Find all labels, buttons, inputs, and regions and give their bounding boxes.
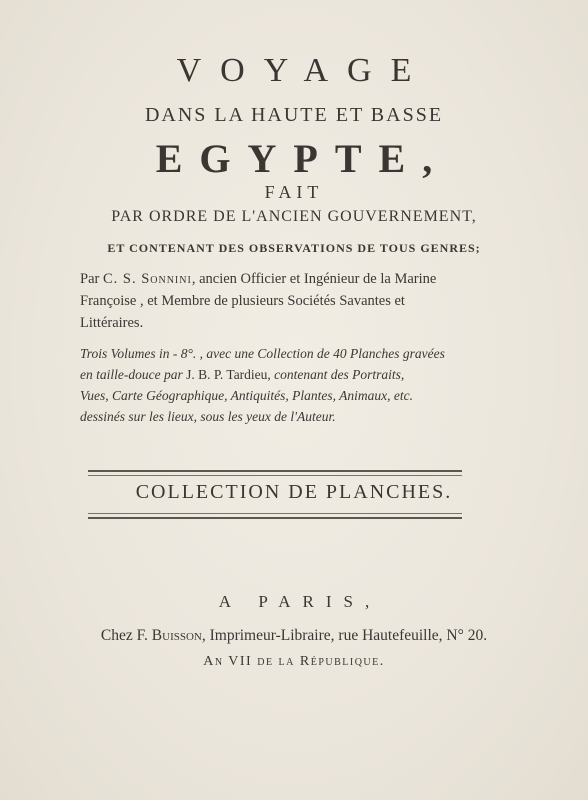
volumes-line-1: Trois Volumes in - 8°. , avec une Collection de 40 Planches gravées (80, 346, 445, 361)
subtitle-line: DANS LA HAUTE ET BASSE (144, 104, 444, 126)
publisher-address: , Imprimeur-Libraire, rue Hautefeuille, N° 20. (201, 627, 488, 644)
top-double-rule (88, 470, 462, 476)
author-line-2: Françoise , et Membre de plusieurs Sociétés Savantes et (80, 293, 405, 309)
bottom-double-rule (88, 513, 462, 519)
author-name: C. S. Sonnini (102, 271, 192, 287)
publisher-prefix: Chez F. (100, 627, 148, 644)
imprint-city: A PARIS, (218, 592, 382, 611)
author-prefix: Par (80, 271, 100, 287)
author-line-1 (80, 268, 510, 290)
publisher-name: Buisson (151, 627, 202, 644)
ordre-line: PAR ORDRE DE L'ANCIEN GOUVERNEMENT, (111, 208, 477, 225)
author-line-3: Littéraires. (80, 315, 144, 331)
collection-heading: COLLECTION DE PLANCHES. (135, 481, 453, 503)
volumes-line-4: dessinés sur les lieux, sous les yeux de l'Auteur. (80, 409, 336, 424)
contenant-line: ET CONTENANT DES OBSERVATIONS DE TOUS GENRES; (107, 241, 481, 255)
author-paragraph (80, 268, 510, 334)
volumes-line2-c: contenant des Portraits, (274, 367, 405, 382)
imprint-year: An VII de la République. (203, 654, 385, 669)
fait-line: FAIT (264, 182, 324, 202)
volumes-paragraph (80, 343, 510, 427)
volumes-line-2 (80, 364, 510, 385)
secondary-title: EGYPTE, (155, 136, 450, 181)
volumes-line-3: Vues, Carte Géographique, Antiquités, Plantes, Animaux, etc. (80, 388, 413, 403)
main-title: VOYAGE (176, 52, 431, 89)
volumes-line2-a: en taille-douce par (80, 367, 183, 382)
imprint-publisher (0, 627, 588, 645)
author-line1-rest: , ancien Officier et Ingénieur de la Marine (191, 271, 437, 287)
engraver-name: J. B. P. Tardieu, (186, 367, 271, 382)
